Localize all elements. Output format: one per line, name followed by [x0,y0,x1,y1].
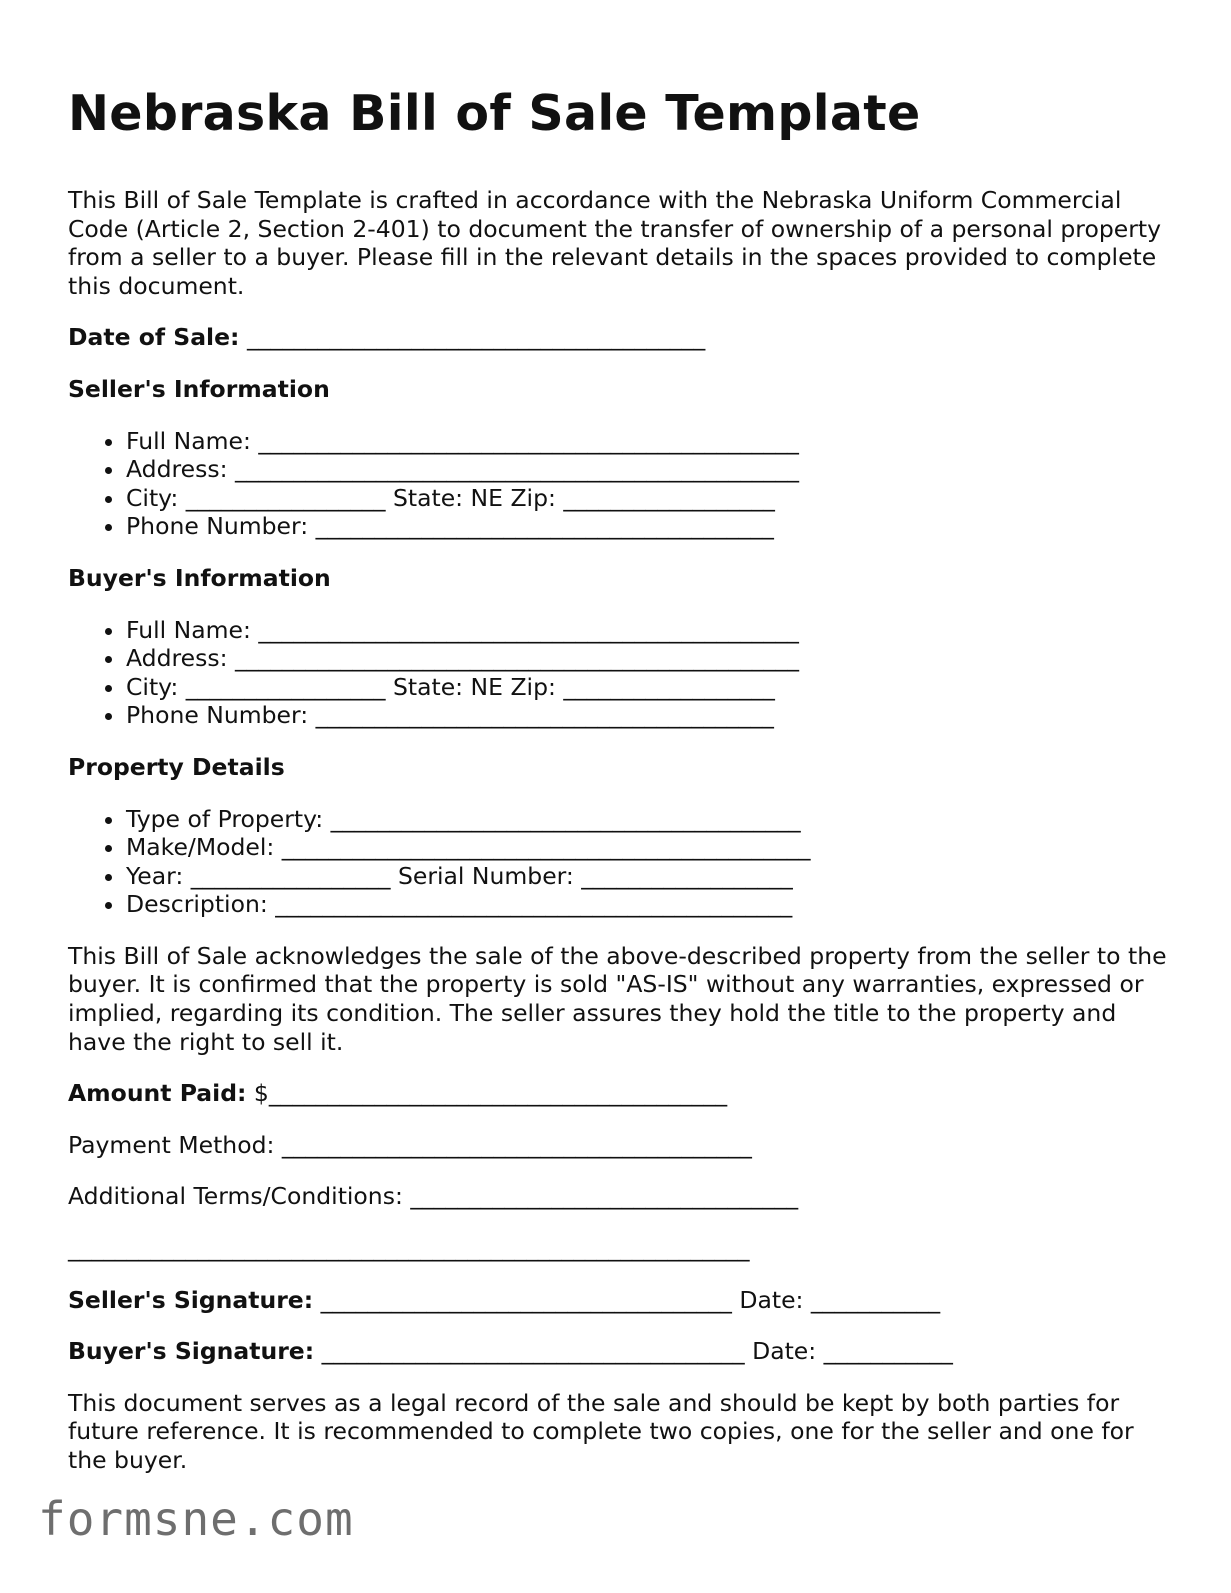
property-list [68,805,1168,919]
seller-full-name[interactable]: • Full Name: ______________________________________________ [126,427,1168,456]
seller-list [68,427,1168,541]
buyer-list [68,616,1168,730]
date-of-sale-label: Date of Sale: [68,323,240,352]
property-description[interactable]: • Description: ____________________________________________ [126,890,1168,919]
buyer-address[interactable]: • Address: ________________________________________________ [126,644,1168,673]
buyer-phone[interactable]: • Phone Number: _______________________________________ [126,701,1168,730]
seller-signature-field [68,1286,1168,1315]
date-of-sale-field [68,323,1168,352]
additional-terms-field[interactable]: Additional Terms/Conditions: _________________________________ [68,1182,799,1211]
amount-paid-blank[interactable]: $_______________________________________ [253,1079,728,1108]
property-make-model[interactable]: • Make/Model: _____________________________________________ [126,833,1168,862]
seller-signature-blank[interactable]: ___________________________________ Date: ___________ [320,1285,941,1314]
amount-paid-label: Amount Paid: [68,1079,247,1108]
payment-method-field[interactable]: Payment Method: ________________________________________ [68,1130,752,1159]
buyer-heading: Buyer's Information [68,563,331,592]
seller-signature-label: Seller's Signature: [68,1285,314,1314]
property-type[interactable]: • Type of Property: ________________________________________ [126,805,1168,834]
page-title: Nebraska Bill of Sale Template [68,85,921,142]
seller-phone[interactable]: • Phone Number: _______________________________________ [126,512,1168,541]
property-year-serial[interactable]: • Year: _________________ Serial Number: __________________ [126,862,1168,891]
closing-paragraph: This document serves as a legal record of the sale and should be kept by both parties for future reference. It is recommended to complete two copies, one for the seller and one for the buyer. [68,1388,1134,1474]
buyer-signature-blank[interactable]: ____________________________________ Date: ___________ [321,1337,953,1366]
seller-city-state-zip[interactable]: • City: _________________ State: NE Zip: __________________ [126,484,1168,513]
property-heading: Property Details [68,752,285,781]
document-page [68,78,1168,1498]
buyer-city-state-zip[interactable]: • City: _________________ State: NE Zip: __________________ [126,673,1168,702]
date-of-sale-blank[interactable]: _______________________________________ [246,323,706,352]
buyer-full-name[interactable]: • Full Name: ______________________________________________ [126,616,1168,645]
buyer-signature-label: Buyer's Signature: [68,1337,315,1366]
seller-address[interactable]: • Address: ________________________________________________ [126,455,1168,484]
amount-paid-field [68,1079,1168,1108]
buyer-signature-field [68,1337,1168,1366]
intro-paragraph: This Bill of Sale Template is crafted in accordance with the Nebraska Uniform Commercial Code (Article 2, Section 2-401) to document the transfer of ownership of a personal property from a seller to a buyer. Please fill in the relevant details in the spaces provided to complete this document. [68,186,1161,300]
acknowledgement-paragraph: This Bill of Sale acknowledges the sale of the above-described property from the seller to the buyer. It is confirmed that the property is sold "AS-IS" without any warranties, expressed or implied, regarding its condition. The seller assures they hold the title to the property and have the right to sell it. [68,941,1167,1056]
additional-terms-line[interactable]: __________________________________________________________ [68,1234,750,1263]
seller-heading: Seller's Information [68,374,330,403]
brand-watermark: formsne.com [38,1492,354,1546]
